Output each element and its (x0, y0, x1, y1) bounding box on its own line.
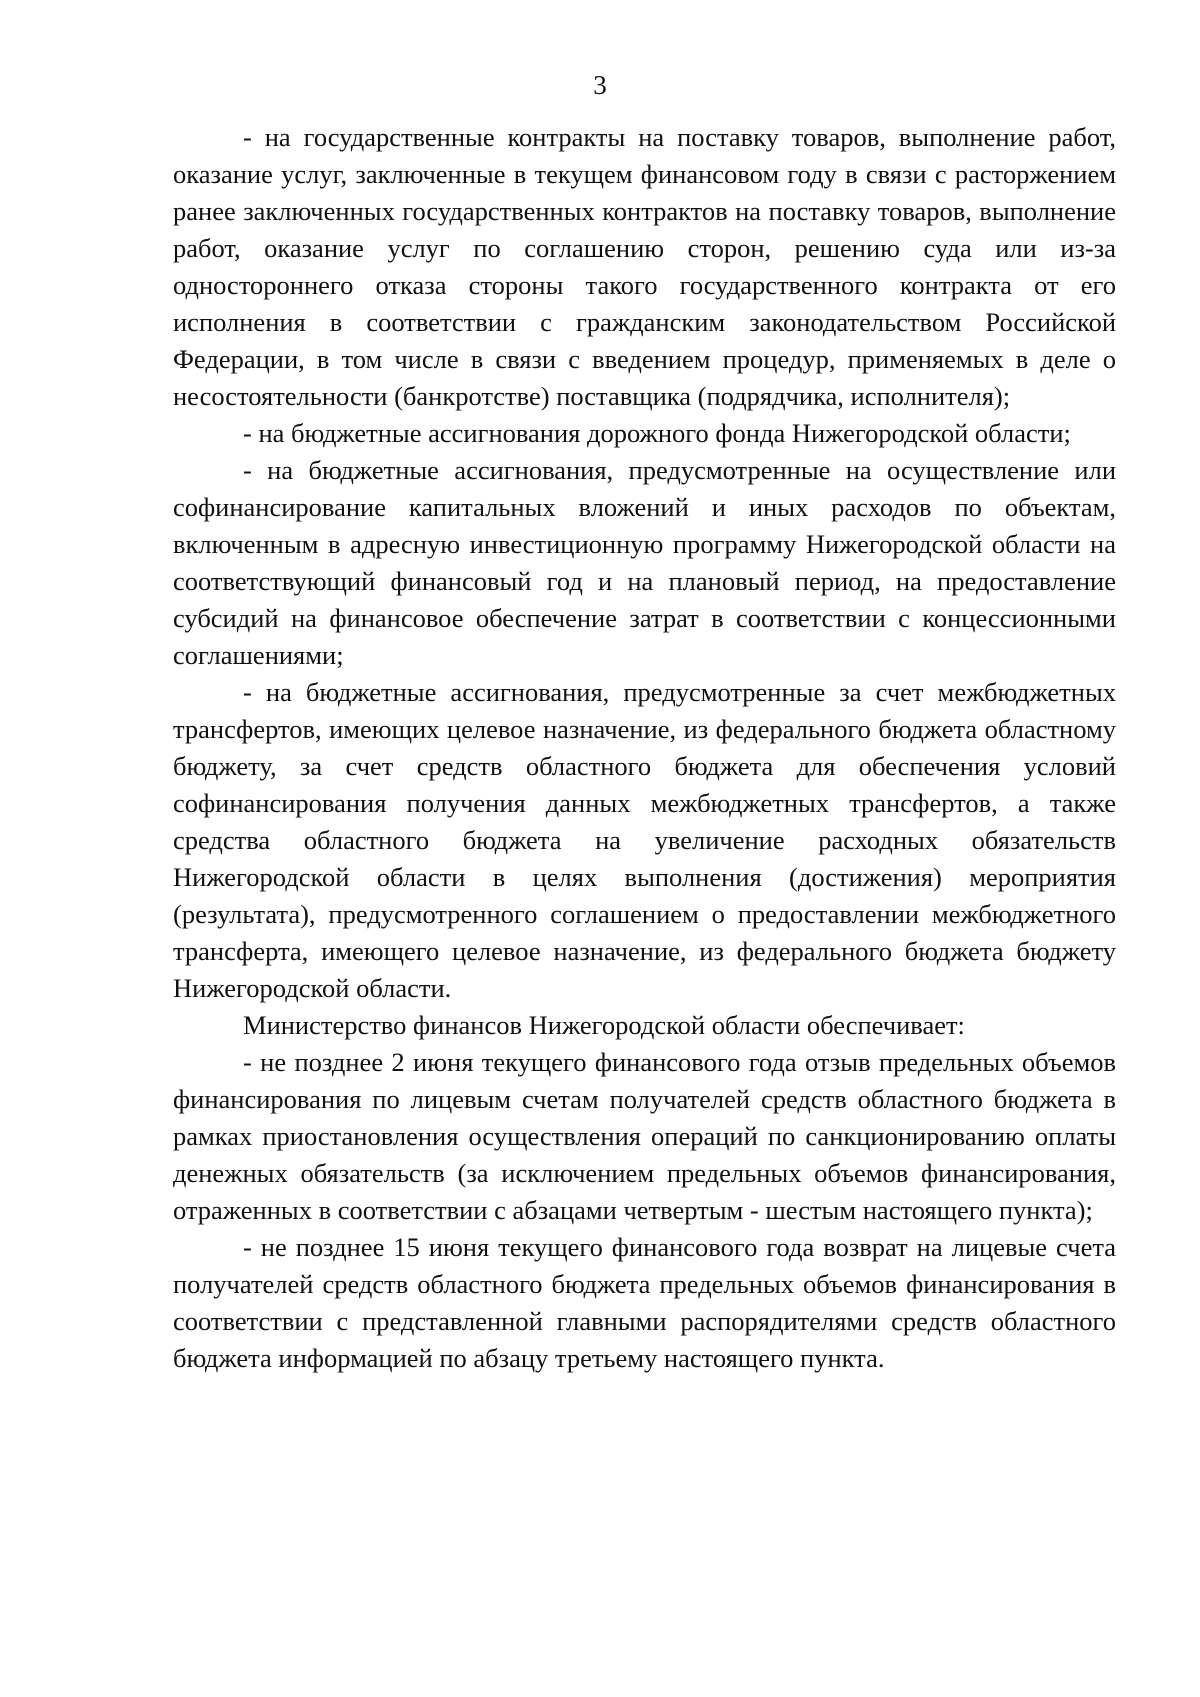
paragraph-ministry-provides: Министерство финансов Нижегородской области обеспечивает: (243, 1010, 965, 1040)
paragraph-interbudget-transfers: - на бюджетные ассигнования, предусмотренные за счет межбюджетных трансфертов, имеющих целевое назначение, из федерального бюджета областному бюджету, за счет средств областного бюджета для обеспечения условий софинансирования получения данных межбюджетных трансфертов, а также средства областного бюджета на увеличение расходных обязательств Нижегородской области в целях выполнения (достижения) мероприятия (результата), предусмотренного соглашением о предоставлении межбюджетного трансферта, имеющего целевое назначение, из федерального бюджета бюджету Нижегородской области. (173, 677, 1116, 1003)
page-number: 3 (593, 70, 607, 100)
paragraph-return-limits: - не позднее 15 июня текущего финансового года возврат на лицевые счета получателей средств областного бюджета предельных объемов финансирования в соответствии с представленной главными распорядителями средств областного бюджета информацией по абзацу третьему настоящего пункта. (173, 1232, 1116, 1373)
document-body (173, 119, 1116, 1377)
paragraph-capital-investments: - на бюджетные ассигнования, предусмотренные на осуществление или софинансирование капитальных вложений и иных расходов по объектам, включенным в адресную инвестиционную программу Нижегородской области на соответствующий финансовый год и на плановый период, на предоставление субсидий на финансовое обеспечение затрат в соответствии с концессионными соглашениями; (173, 455, 1116, 670)
paragraph-state-contracts: - на государственные контракты на поставку товаров, выполнение работ, оказание услуг, заключенные в текущем финансовом году в связи с расторжением ранее заключенных государственных контрактов на поставку товаров, выполнение работ, оказание услуг по соглашению сторон, решению суда или из-за одностороннего отказа стороны такого государственного контракта от его исполнения в соответствии с гражданским законодательством Российской Федерации, в том числе в связи с введением процедур, применяемых в деле о несостоятельности (банкротстве) поставщика (подрядчика, исполнителя); (173, 122, 1116, 411)
paragraph-recall-limits: - не позднее 2 июня текущего финансового года отзыв предельных объемов финансирования по лицевым счетам получателей средств областного бюджета в рамках приостановления осуществления операций по санкционированию оплаты денежных обязательств (за исключением предельных объемов финансирования, отраженных в соответствии с абзацами четвертым - шестым настоящего пункта); (173, 1047, 1116, 1225)
paragraph-road-fund: - на бюджетные ассигнования дорожного фонда Нижегородской области; (243, 418, 1071, 448)
